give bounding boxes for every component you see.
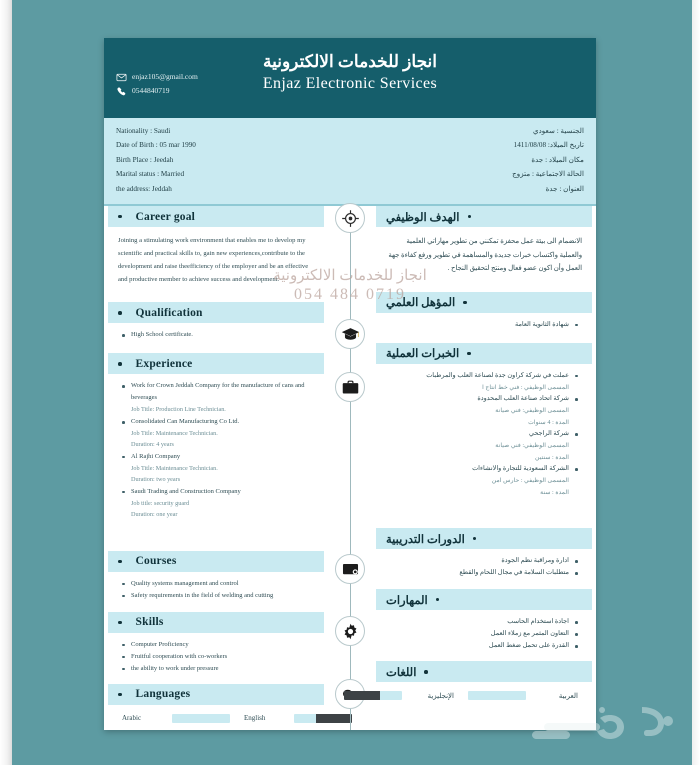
language-row-arabic xyxy=(108,709,230,723)
timeline-node-qualification xyxy=(335,319,365,349)
job-detail: Job title: security guard xyxy=(131,499,190,507)
info-line: Birth Place : Jeedah xyxy=(116,155,174,164)
job-detail: Job Title: Maintenance Technician. xyxy=(131,464,218,472)
bullet-dot xyxy=(463,301,467,305)
page-left-edge xyxy=(0,0,12,765)
watermark-text: انجاز للخدمات الالكترونية xyxy=(273,268,427,284)
list-item xyxy=(122,416,316,451)
job-title: Consolidated Can Manufacturing Co Ltd. xyxy=(131,417,240,425)
section-header-languages xyxy=(108,684,324,705)
english-column xyxy=(104,206,324,730)
info-line: الحالة الاجتماعية : متزوج xyxy=(512,170,584,179)
list-item: القدرة على تحمل ضغط العمل xyxy=(384,640,578,652)
language-name: العربية xyxy=(558,691,578,700)
list-item xyxy=(122,486,316,521)
email-text: enjaz105@gmail.com xyxy=(132,72,198,81)
cv-body xyxy=(104,206,596,730)
cv-document xyxy=(104,38,596,730)
job-detail: Job Title: Production Line Technician. xyxy=(131,406,226,414)
bullet-dot xyxy=(118,693,122,697)
list-item: the ability to work under pressure xyxy=(122,663,316,675)
list-item xyxy=(384,463,578,498)
job-title: عملت في شركة كراون جدة لصناعة العلب والمرطبات xyxy=(426,371,569,379)
info-line: Marital status : Married xyxy=(116,170,185,179)
section-header-skills-ar xyxy=(376,589,592,610)
briefcase-icon xyxy=(341,378,360,397)
list-item xyxy=(122,451,316,486)
section-title: اللغات xyxy=(386,666,417,679)
info-line: العنوان : جدة xyxy=(545,184,584,193)
bullet-dot xyxy=(467,352,471,356)
experience-list-ar xyxy=(376,368,592,500)
job-title: Saudi Trading and Construction Company xyxy=(131,487,241,495)
section-title: Courses xyxy=(135,555,177,568)
qualification-list-en xyxy=(108,327,324,343)
section-header-experience xyxy=(108,353,324,374)
personal-info-arabic xyxy=(512,124,584,196)
bullet-dot xyxy=(473,537,477,541)
section-title: الخبرات العملية xyxy=(386,348,460,361)
section-header-languages-ar xyxy=(376,661,592,682)
section-title: Qualification xyxy=(135,306,203,319)
language-row-arabic-ar xyxy=(468,686,592,700)
job-title: الشركة السعودية للتجارة والانشاءات xyxy=(472,465,569,473)
watermark-phone: 054 484 0719 xyxy=(294,286,406,303)
language-level-meter xyxy=(344,691,402,700)
skills-list-ar xyxy=(376,614,592,654)
title-english: Enjaz Electronic Services xyxy=(262,75,438,92)
bullet-dot xyxy=(424,670,428,674)
section-header-career-goal-ar xyxy=(376,206,592,227)
job-title: شركة الراجحي xyxy=(528,430,569,438)
section-title: المهارات xyxy=(386,594,428,607)
job-detail: Duration: one year xyxy=(131,511,178,519)
skills-list-en xyxy=(108,637,324,677)
courses-list-en xyxy=(108,576,324,604)
graduation-cap-icon xyxy=(341,325,360,344)
job-detail: المسمى الوظيفي: فني صيانة xyxy=(495,442,569,450)
section-title: Experience xyxy=(135,357,193,370)
phone-text: 0544840719 xyxy=(132,86,170,96)
list-item: شهادة الثانوية العامة xyxy=(384,319,578,331)
career-goal-text-ar: الانضمام الى بيئة عمل محفزة تمكنني من تطوير مهاراتي العلمية والعملية واكتساب خبرات جديدة والمساهمة في تطوير ورفع كفاءة جهة العمل وأن اكون عضو فعال ومنتج لتحقيق النجاح . xyxy=(388,238,582,273)
career-goal-text-en: Joining a stimulating work environment that enables me to develop my scientific and practical skills to, gain new experiences,contribute to the development and raise theefficiency of the employer and be an effective and productive member to achieve success and development. xyxy=(118,237,309,283)
job-detail: Duration: two years xyxy=(131,476,181,484)
list-item: Computer Proficiency xyxy=(122,639,316,651)
section-title: Skills xyxy=(135,616,164,629)
list-item xyxy=(384,370,578,393)
info-line: مكان الميلاد : جدة xyxy=(531,155,584,164)
bullet-dot xyxy=(436,598,440,602)
list-item xyxy=(122,380,316,416)
cv-title-block xyxy=(104,52,596,93)
info-line: the address: Jeddah xyxy=(116,184,172,193)
job-detail: المسمى الوظيفي : حارس امن xyxy=(491,477,569,485)
section-title: المؤهل العلمي xyxy=(386,297,456,310)
experience-list-en xyxy=(108,378,324,522)
arabic-column xyxy=(376,206,596,730)
bullet-dot xyxy=(118,311,122,315)
section-header-qualification-ar xyxy=(376,292,592,313)
language-name: الإنجليزية xyxy=(427,691,454,700)
list-item: Fruitful cooperation with co-workers xyxy=(122,651,316,663)
list-item xyxy=(384,393,578,428)
list-item: High School certificate. xyxy=(122,329,316,341)
bullet-dot xyxy=(468,215,472,219)
list-item: Safety requirements in the field of welding and cutting xyxy=(122,590,316,602)
job-detail: المدة : 4 سنوات xyxy=(528,418,569,426)
info-line: Date of Birth : 05 mar 1990 xyxy=(116,141,196,150)
section-header-skills xyxy=(108,612,324,633)
list-item: التعاون المثمر مع زملاء العمل xyxy=(384,628,578,640)
bullet-dot xyxy=(118,215,122,219)
timeline-spine xyxy=(350,206,351,730)
job-detail: Job Title: Maintenance Technician. xyxy=(131,429,218,437)
section-header-courses xyxy=(108,551,324,572)
qualification-list-ar xyxy=(376,317,592,333)
section-title: Languages xyxy=(135,688,191,701)
info-line: Nationality : Saudi xyxy=(116,127,171,135)
personal-info-strip xyxy=(104,118,596,206)
timeline-node-career-goal xyxy=(335,203,365,233)
bullet-dot xyxy=(118,560,122,564)
languages-meters-en xyxy=(108,709,324,723)
language-name: Arabic xyxy=(122,714,142,723)
gear-icon xyxy=(341,622,360,641)
courses-list-ar xyxy=(376,553,592,581)
bullet-dot xyxy=(118,362,122,366)
certificate-screen-icon xyxy=(341,560,360,579)
language-level-meter xyxy=(172,714,230,723)
personal-info-english xyxy=(116,124,196,196)
section-header-qualification xyxy=(108,302,324,323)
section-title: الهدف الوظيفي xyxy=(386,211,460,224)
bullet-dot xyxy=(118,621,122,625)
list-item: اجادة استخدام الحاسب xyxy=(384,616,578,628)
list-item: متطلبات السلامة في مجال اللحام والقطع xyxy=(384,567,578,579)
timeline-node-experience xyxy=(335,372,365,402)
section-title: الدورات التدريبية xyxy=(386,533,465,546)
list-item: Quality systems management and control xyxy=(122,578,316,590)
job-detail: المدة : سنتين xyxy=(535,453,569,461)
timeline-column xyxy=(324,206,376,730)
job-title: شركة اتحاد صناعة العلب المحدودة xyxy=(477,395,569,403)
job-detail: المسمى الوظيفي : فني خط انتاج ا xyxy=(482,383,569,391)
section-title: Career goal xyxy=(135,210,196,223)
target-crosshair-icon xyxy=(341,209,360,228)
section-header-career-goal xyxy=(108,206,324,227)
cv-header xyxy=(104,38,596,118)
list-item: ادارة ومراقبة نظم الجودة xyxy=(384,555,578,567)
job-detail: Duration: 4 years xyxy=(131,441,174,449)
timeline-node-skills xyxy=(335,616,365,646)
language-level-meter xyxy=(468,691,526,700)
title-arabic: انجاز للخدمات الالكترونية xyxy=(263,52,437,71)
meter-fill xyxy=(344,691,380,700)
job-title: Work for Crown Jeddah Company for the manufacture of cans and beverages xyxy=(131,382,305,402)
timeline-node-courses xyxy=(335,554,365,584)
languages-meters-ar xyxy=(376,686,592,700)
section-header-experience-ar xyxy=(376,343,592,364)
language-name: English xyxy=(244,714,266,723)
job-detail: المدة : سنة xyxy=(540,488,569,496)
job-detail: المسمى الوظيفي: فني صيانة xyxy=(495,407,569,415)
job-title: Al Rajhi Company xyxy=(131,452,181,460)
info-line: الجنسية : سعودي xyxy=(532,127,584,135)
info-line: تاريخ الميلاد: 1411/08/08 xyxy=(513,141,584,150)
section-header-courses-ar xyxy=(376,528,592,549)
list-item xyxy=(384,428,578,463)
page-right-edge xyxy=(692,0,700,765)
